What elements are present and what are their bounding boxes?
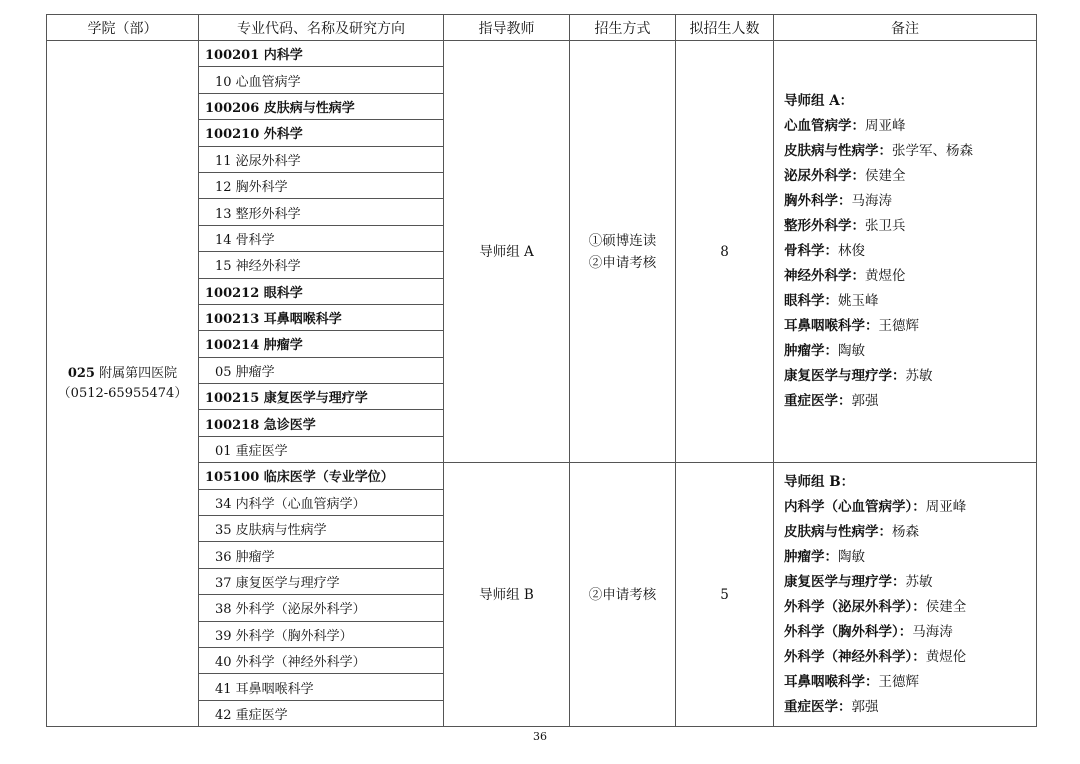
notes-label: 心血管病学： [784,118,865,135]
notes-names: 侯建全 [865,168,906,185]
notes-line [784,620,1036,645]
notes-line [784,389,1036,414]
notes-line [784,114,1036,139]
notes-line [784,645,1036,670]
major-cell: 10 心血管病学 [199,67,444,93]
notes-names: 周亚峰 [925,498,967,515]
notes-line [784,264,1036,289]
header-major: 专业代码、名称及研究方向 [199,15,444,41]
notes-names: 郭强 [851,698,879,715]
notes-label: 内科学（心血管病学）： [784,498,926,515]
notes-label: 外科学（胸外科学）： [784,623,913,640]
notes-names: 王德辉 [878,673,919,690]
notes-label: 康复医学与理疗学： [784,368,906,385]
notes-label: 重症医学： [784,698,852,715]
notes-names: 姚玉峰 [838,293,879,310]
notes-line [784,314,1036,339]
notes-line [784,570,1036,595]
count-cell: 8 [676,41,774,463]
header-row [47,15,1037,41]
header-dept: 学院（部） [47,15,199,41]
major-cell: 14 骨科学 [199,225,444,251]
notes-label: 肿瘤学： [784,343,838,360]
major-cell: 01 重症医学 [199,436,444,462]
major-cell: 40 外科学（神经外科学） [199,647,444,673]
notes-line [784,339,1036,364]
notes-label: 耳鼻咽喉科学： [784,318,879,335]
table-row [47,41,1037,67]
notes-label: 骨科学： [784,243,838,260]
major-cell: 100212 眼科学 [199,278,444,304]
notes-names: 张学军、杨森 [892,143,973,160]
notes-names: 陶敏 [838,548,865,565]
notes-names: 苏敏 [905,573,933,590]
notes-label: 眼科学： [784,293,838,310]
department-title: 附属第四医院 [99,365,178,381]
notes-label: 胸外科学： [784,193,852,210]
notes-label: 外科学（泌尿外科学）： [784,598,926,615]
notes-label: 皮肤病与性病学： [784,523,892,540]
notes-line [784,670,1036,695]
notes-label: 外科学（神经外科学）： [784,648,926,665]
notes-label: 重症医学： [784,393,852,410]
major-cell: 100210 外科学 [199,120,444,146]
mode-cell [570,41,676,463]
notes-line [784,595,1036,620]
notes-label: 耳鼻咽喉科学： [784,673,879,690]
notes-line [784,364,1036,389]
notes-line [784,139,1036,164]
notes-label: 泌尿外科学： [784,168,865,185]
major-cell: 105100 临床医学（专业学位） [199,463,444,489]
notes-names: 杨森 [892,523,919,540]
notes-line [784,495,1036,520]
advisor-cell: 导师组 B [444,463,570,727]
notes-title: 导师组 A： [784,93,854,110]
major-cell: 37 康复医学与理疗学 [199,568,444,594]
header-count: 拟招生人数 [676,15,774,41]
notes-label: 整形外科学： [784,218,865,235]
department-code: 025 [67,365,95,381]
major-cell: 11 泌尿外科学 [199,146,444,172]
notes-names: 黄煜伦 [865,268,906,285]
notes-line [784,239,1036,264]
notes-names: 苏敏 [905,368,933,385]
notes-title: 导师组 B： [784,473,855,490]
major-cell: 42 重症医学 [199,700,444,726]
notes-label: 皮肤病与性病学： [784,143,892,160]
enrollment-table-sheet [46,14,1036,727]
notes-label: 神经外科学： [784,268,865,285]
advisor-cell: 导师组 A [444,41,570,463]
notes-line [784,545,1036,570]
notes-line [784,520,1036,545]
notes-names: 马海涛 [851,193,892,210]
major-cell: 100218 急诊医学 [199,410,444,436]
department-phone: （0512-65955474） [57,385,188,401]
header-notes: 备注 [774,15,1037,41]
notes-names: 郭强 [851,393,879,410]
major-cell: 05 肿瘤学 [199,357,444,383]
notes-line [784,164,1036,189]
major-cell: 39 外科学（胸外科学） [199,621,444,647]
major-cell: 38 外科学（泌尿外科学） [199,595,444,621]
major-cell: 100213 耳鼻咽喉科学 [199,304,444,330]
major-cell: 12 胸外科学 [199,172,444,198]
header-advisor: 指导教师 [444,15,570,41]
major-cell: 34 内科学（心血管病学） [199,489,444,515]
major-cell: 100206 皮肤病与性病学 [199,93,444,119]
notes-names: 张卫兵 [865,218,906,235]
notes-names: 陶敏 [838,343,865,360]
notes-label: 肿瘤学： [784,548,838,565]
notes-line [784,695,1036,720]
table-body [47,41,1037,727]
mode-item: ②申请考核 [588,254,657,271]
header-mode: 招生方式 [570,15,676,41]
notes-names: 林俊 [838,243,865,260]
major-cell: 100201 内科学 [199,41,444,67]
notes-line [784,289,1036,314]
mode-item: ①硕博连读 [588,232,657,249]
major-cell: 15 神经外科学 [199,252,444,278]
notes-names: 马海涛 [912,623,953,640]
major-cell: 35 皮肤病与性病学 [199,516,444,542]
notes-names: 黄煜伦 [925,648,967,665]
mode-cell [570,463,676,727]
notes-names: 周亚峰 [865,118,906,135]
enrollment-table [46,14,1037,727]
notes-names: 侯建全 [925,598,967,615]
page-number: 36 [533,730,547,743]
major-cell: 100214 肿瘤学 [199,331,444,357]
mode-item: ②申请考核 [588,586,657,603]
major-cell: 36 肿瘤学 [199,542,444,568]
department-cell [47,41,199,727]
major-cell: 100215 康复医学与理疗学 [199,384,444,410]
notes-cell [774,463,1037,727]
notes-names: 王德辉 [878,318,919,335]
department-name [47,364,198,384]
notes-label: 康复医学与理疗学： [784,573,906,590]
notes-cell [774,41,1037,463]
count-cell: 5 [676,463,774,727]
major-cell: 41 耳鼻咽喉科学 [199,674,444,700]
notes-line [784,214,1036,239]
notes-line [784,189,1036,214]
major-cell: 13 整形外科学 [199,199,444,225]
